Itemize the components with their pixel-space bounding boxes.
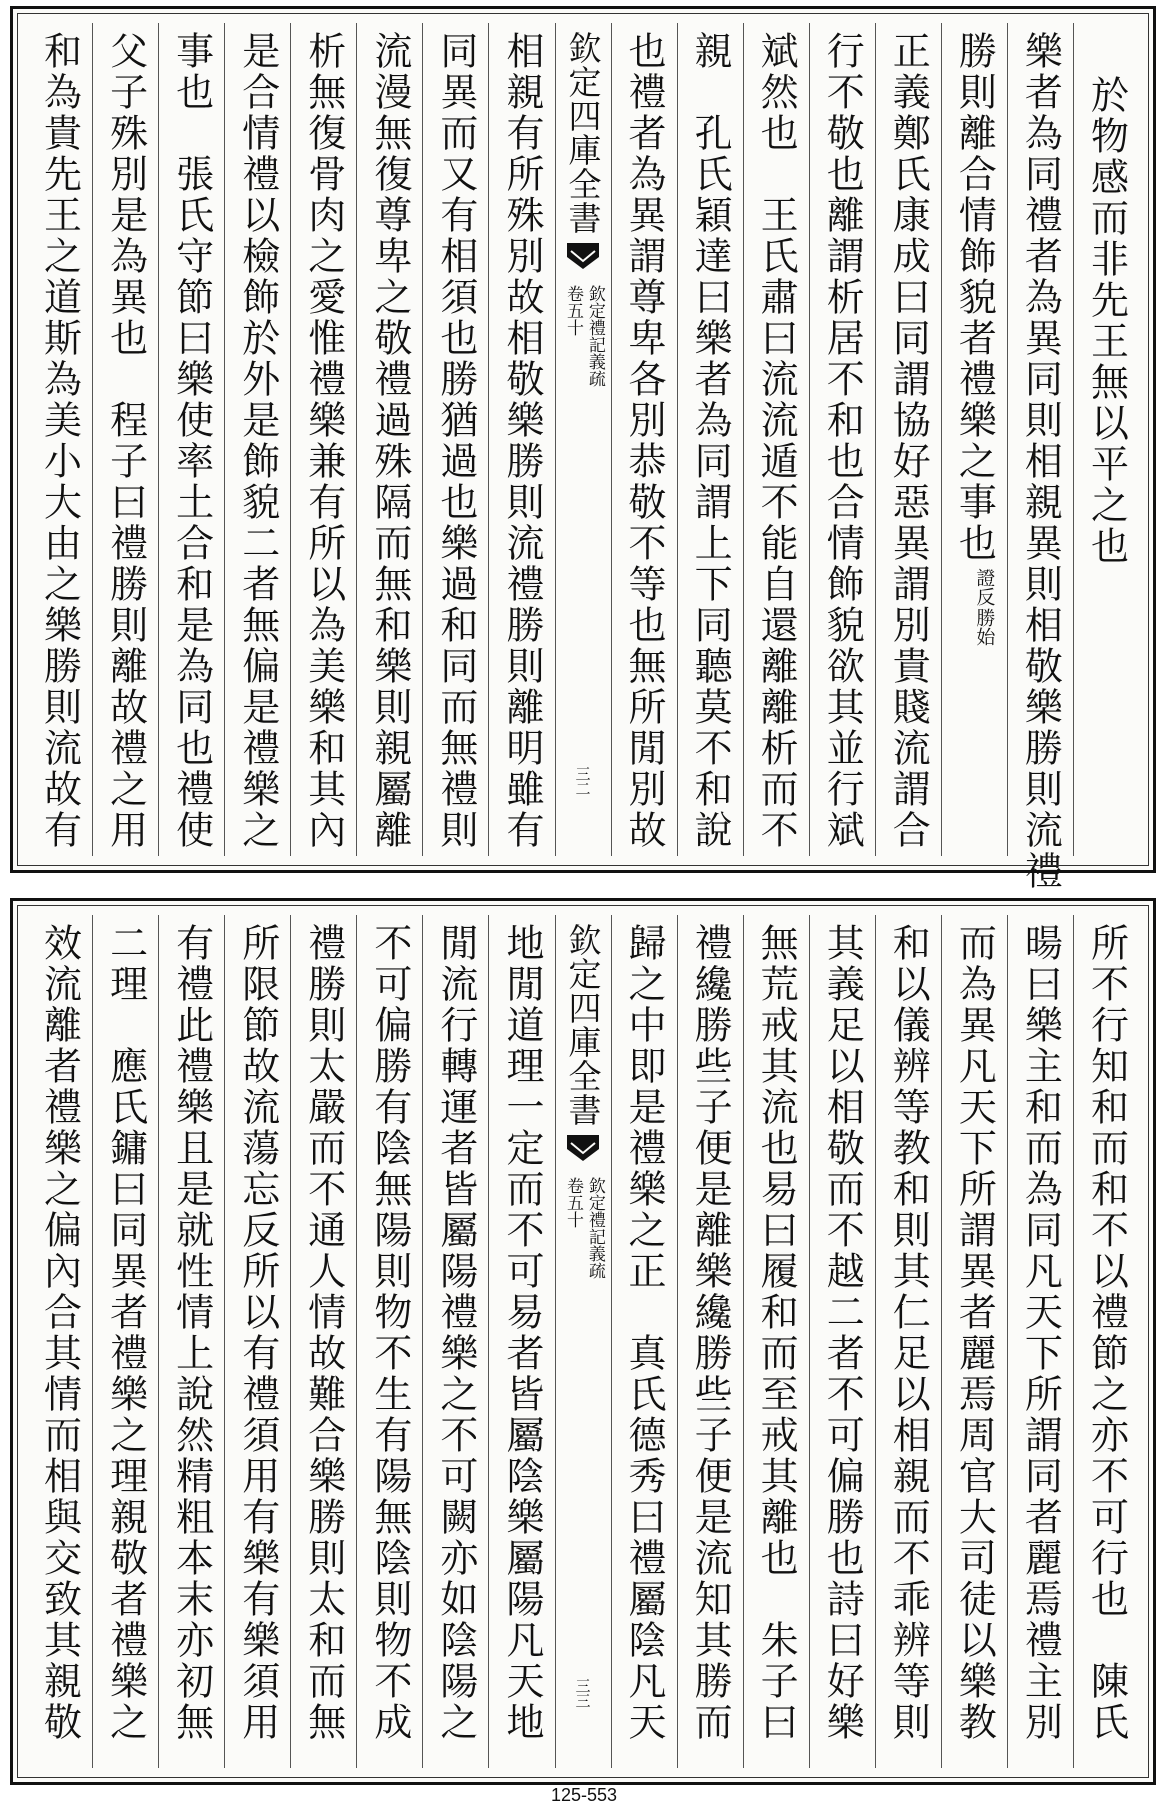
text-column bbox=[809, 23, 875, 856]
column-text: 樂者為同禮者為異同則相親異則相敬樂勝則流禮 bbox=[1018, 31, 1063, 892]
column-text: 行不敬也離謂析居不和也合情飾貌欲其並行斌 bbox=[820, 31, 865, 851]
chapter-label bbox=[563, 1177, 603, 1279]
column-text: 親 孔氏穎達曰樂者為同謂上下同聽莫不和說 bbox=[688, 31, 733, 851]
column-text: 事也 張氏守節曰樂使率土合和是為同也禮使 bbox=[169, 31, 214, 851]
text-column bbox=[677, 915, 743, 1768]
column-text: 歸之中即是禮樂之正 真氏德秀曰禮屬陰凡天 bbox=[622, 923, 667, 1743]
text-column bbox=[809, 915, 875, 1768]
text-column bbox=[224, 915, 290, 1768]
text-column bbox=[611, 915, 677, 1768]
page-number: 125-553 bbox=[550, 1785, 618, 1805]
column-text: 禮纔勝些子便是離樂纔勝些子便是流知其勝而 bbox=[688, 923, 733, 1743]
text-column bbox=[158, 23, 224, 856]
column-text bbox=[952, 23, 997, 856]
text-column bbox=[27, 23, 92, 856]
fishtail-icon bbox=[565, 1133, 601, 1163]
text-column bbox=[1073, 915, 1139, 1768]
chapter-label bbox=[563, 285, 603, 387]
column-text: 地閒道理一定而不可易者皆屬陰樂屬陽凡天地 bbox=[499, 923, 544, 1743]
text-column bbox=[92, 915, 158, 1768]
fishtail-icon bbox=[565, 241, 601, 271]
sub-title: 欽定禮記義疏 bbox=[584, 285, 605, 387]
folio-number: 三三 bbox=[573, 1678, 592, 1708]
sub-title: 欽定禮記義疏 bbox=[584, 1177, 605, 1279]
center-column bbox=[555, 23, 611, 856]
column-text: 正義鄭氏康成曰同謂協好惡異謂別貴賤流謂合 bbox=[886, 31, 931, 851]
column-text: 暘曰樂主和而為同凡天下所謂同者麗焉禮主別 bbox=[1018, 923, 1063, 1743]
text-column bbox=[1007, 915, 1073, 1768]
column-text-main: 勝則離合情飾貌者禮樂之事也 bbox=[952, 31, 997, 564]
column-text: 無荒戒其流也易曰履和而至戒其離也 朱子曰 bbox=[754, 923, 799, 1743]
center-column bbox=[555, 915, 611, 1768]
column-text: 和為貴先王之道斯為美小大由之樂勝則流故有 bbox=[37, 31, 82, 851]
text-column bbox=[27, 915, 92, 1768]
top-page-columns bbox=[27, 23, 1139, 892]
column-text: 也禮者為異謂尊卑各別恭敬不等也無所閒別故 bbox=[622, 31, 667, 851]
text-column bbox=[224, 23, 290, 856]
folio-number: 三二 bbox=[573, 766, 592, 796]
column-text: 有禮此禮樂且是就性情上說然精粗本末亦初無 bbox=[169, 923, 214, 1743]
bottom-page-frame bbox=[10, 898, 1156, 1785]
text-column bbox=[1073, 23, 1139, 856]
text-column bbox=[743, 23, 809, 856]
text-column bbox=[743, 915, 809, 1768]
column-text: 所不行知和而和不以禮節之亦不可行也 陳氏 bbox=[1084, 923, 1129, 1743]
column-text: 所限節故流蕩忘反所以有禮須用有樂有樂須用 bbox=[235, 923, 280, 1743]
column-text: 流漫無復尊卑之敬禮過殊隔而無和樂則親屬離 bbox=[367, 31, 412, 851]
column-text: 閒流行轉運者皆屬陽禮樂之不可闕亦如陰陽之 bbox=[433, 923, 478, 1743]
text-column bbox=[875, 915, 941, 1768]
text-column bbox=[488, 915, 554, 1768]
column-text: 於物感而非先王無以平之也 bbox=[1084, 75, 1129, 567]
book-title: 欽定四庫全書 bbox=[563, 923, 603, 1127]
bottom-page-columns bbox=[27, 915, 1139, 1768]
column-text: 而為異凡天下所謂異者麗焉周官大司徒以樂教 bbox=[952, 923, 997, 1743]
column-text: 其義足以相敬而不越二者不可偏勝也詩曰好樂 bbox=[820, 923, 865, 1743]
book-title: 欽定四庫全書 bbox=[563, 31, 603, 235]
text-column bbox=[941, 915, 1007, 1768]
column-text: 斌然也 王氏肅曰流流遁不能自還離離析而不 bbox=[754, 31, 799, 851]
text-column bbox=[677, 23, 743, 856]
column-text: 不可偏勝有陰無陽則物不生有陽無陰則物不成 bbox=[367, 923, 412, 1743]
volume-label: 卷五十 bbox=[563, 1177, 583, 1228]
note-line: 證反 bbox=[973, 568, 996, 606]
column-text: 是合情禮以檢飾於外是飾貌二者無偏是禮樂之 bbox=[235, 31, 280, 851]
text-column bbox=[356, 915, 422, 1768]
column-text: 效流離者禮樂之偏內合其情而相與交致其親敬 bbox=[37, 923, 82, 1743]
text-column bbox=[875, 23, 941, 856]
column-text: 和以儀辨等教和則其仁足以相親而不乖辨等則 bbox=[886, 923, 931, 1743]
column-text: 禮勝則太嚴而不通人情故難合樂勝則太和而無 bbox=[301, 923, 346, 1743]
text-column bbox=[1007, 23, 1073, 892]
top-page-frame bbox=[10, 6, 1156, 892]
column-text: 析無復骨肉之愛惟禮樂兼有所以為美樂和其內 bbox=[301, 31, 346, 851]
text-column bbox=[290, 915, 356, 1768]
text-column bbox=[422, 23, 488, 856]
column-text: 相親有所殊別故相敬樂勝則流禮勝則離明雖有 bbox=[499, 31, 544, 851]
text-column bbox=[422, 915, 488, 1768]
column-text: 父子殊別是為異也 程子曰禮勝則離故禮之用 bbox=[103, 31, 148, 851]
volume-label: 卷五十 bbox=[563, 285, 583, 336]
text-column bbox=[488, 23, 554, 856]
text-column bbox=[290, 23, 356, 856]
note-line: 勝始 bbox=[973, 608, 996, 646]
text-column bbox=[941, 23, 1007, 856]
column-text: 同異而又有相須也勝猶過也樂過和同而無禮則 bbox=[433, 31, 478, 851]
text-column bbox=[356, 23, 422, 856]
interlinear-note bbox=[973, 568, 996, 646]
text-column bbox=[158, 915, 224, 1768]
text-column bbox=[611, 23, 677, 856]
text-column bbox=[92, 23, 158, 856]
column-text: 二理 應氏鏞曰同異者禮樂之理親敬者禮樂之 bbox=[103, 923, 148, 1743]
